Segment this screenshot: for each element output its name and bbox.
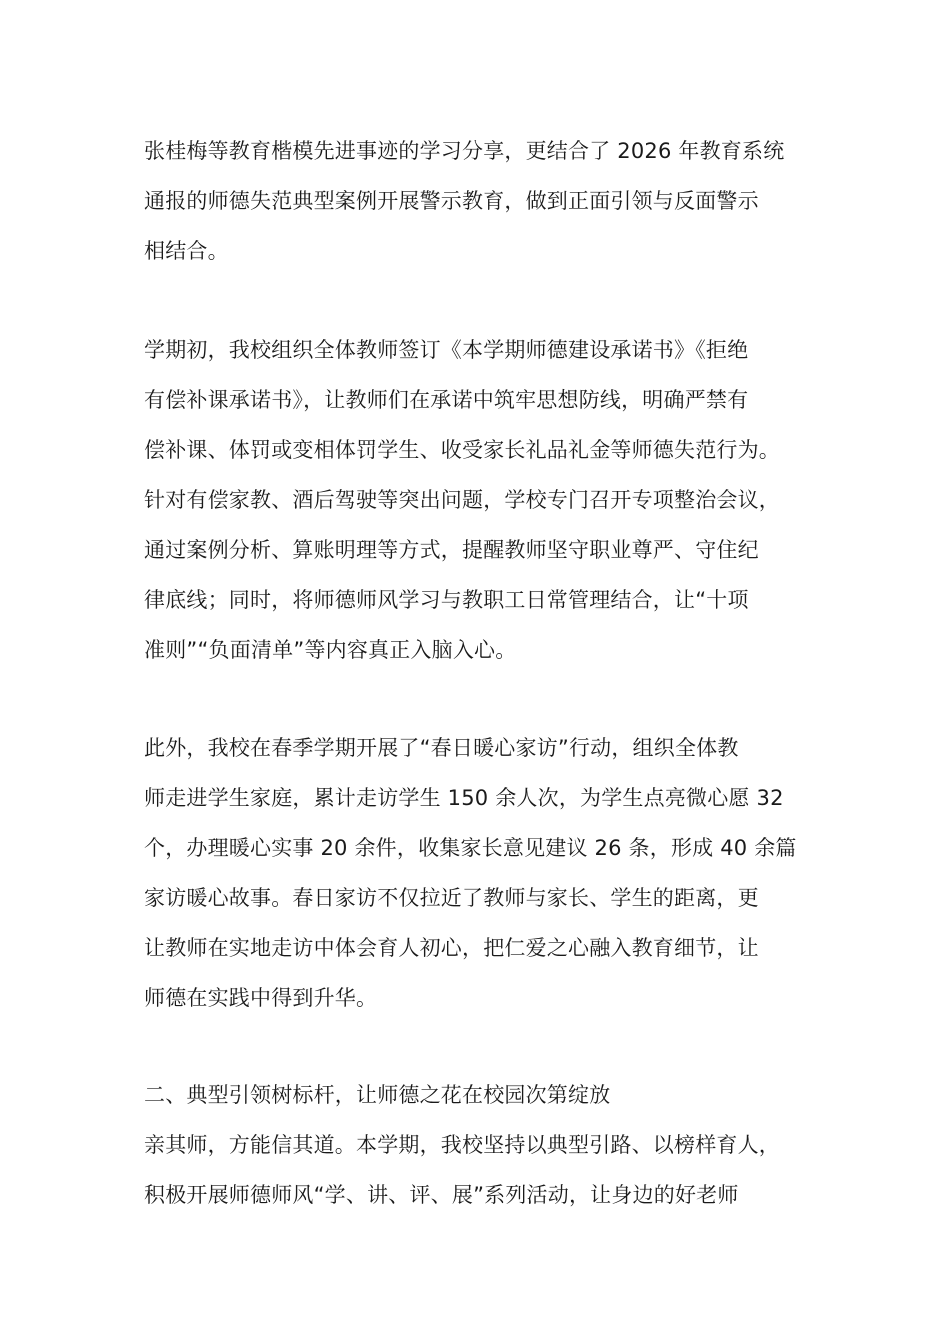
paragraph-2-line-7: 准则”“负面清单”等内容真正入脑入心。 <box>144 638 517 662</box>
paragraph-3-line-3: 个，办理暖心实事 20 余件，收集家长意见建议 26 条，形成 40 余篇 <box>144 836 797 860</box>
paragraph-3-line-6: 师德在实践中得到升华。 <box>144 986 378 1010</box>
paragraph-2-line-4: 针对有偿家教、酒后驾驶等突出问题，学校专门召开专项整治会议， <box>144 488 780 512</box>
section-paragraph-line-2: 积极开展师德师风“学、讲、评、展”系列活动，让身边的好老师 <box>144 1183 739 1207</box>
paragraph-2-line-6: 律底线；同时，将师德师风学习与教职工日常管理结合，让“十项 <box>144 588 749 612</box>
section-paragraph-line-1: 亲其师，方能信其道。本学期，我校坚持以典型引路、以榜样育人， <box>144 1133 780 1157</box>
paragraph-2-line-1: 学期初，我校组织全体教师签订《本学期师德建设承诺书》《拒绝 <box>144 338 749 362</box>
paragraph-1-line-3: 相结合。 <box>144 239 229 263</box>
paragraph-1-line-1: 张桂梅等教育楷模先进事迹的学习分享，更结合了 2026 年教育系统 <box>144 139 785 163</box>
paragraph-2-line-2: 有偿补课承诺书》，让教师们在承诺中筑牢思想防线，明确严禁有 <box>144 388 749 412</box>
paragraph-2-line-3: 偿补课、体罚或变相体罚学生、收受家长礼品礼金等师德失范行为。 <box>144 438 780 462</box>
paragraph-3-line-2: 师走进学生家庭，累计走访学生 150 余人次，为学生点亮微心愿 32 <box>144 786 784 810</box>
paragraph-3-line-5: 让教师在实地走访中体会育人初心，把仁爱之心融入教育细节，让 <box>144 936 759 960</box>
paragraph-1-line-2: 通报的师德失范典型案例开展警示教育，做到正面引领与反面警示 <box>144 189 759 213</box>
section-heading: 二、典型引领树标杆，让师德之花在校园次第绽放 <box>144 1083 611 1107</box>
paragraph-2-line-5: 通过案例分析、算账明理等方式，提醒教师坚守职业尊严、守住纪 <box>144 538 759 562</box>
paragraph-3-line-4: 家访暖心故事。春日家访不仅拉近了教师与家长、学生的距离，更 <box>144 886 759 910</box>
paragraph-3-line-1: 此外，我校在春季学期开展了“春日暖心家访”行动，组织全体教 <box>144 736 739 760</box>
